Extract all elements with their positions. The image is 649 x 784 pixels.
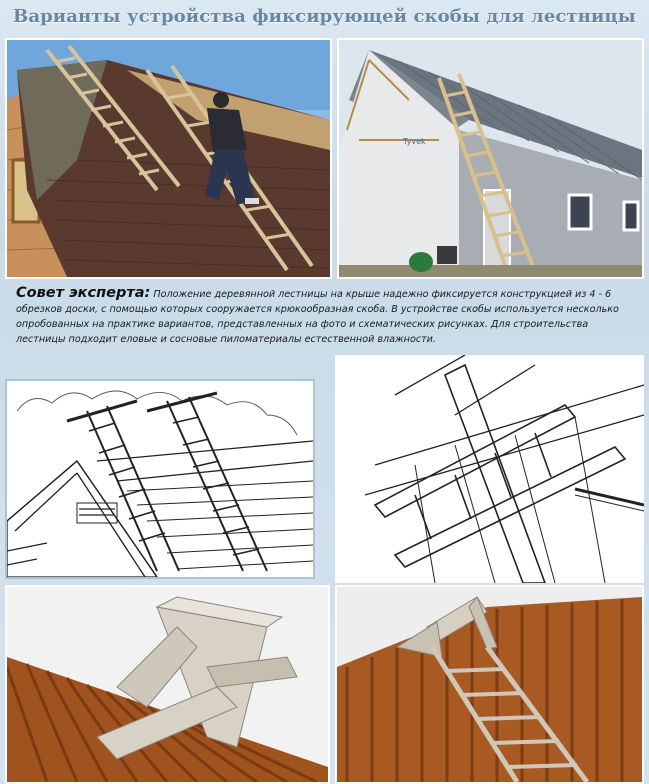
render-ladder-on-roof [335,585,644,784]
page-title: Варианты устройства фиксирующей скобы для лестницы [13,6,636,27]
photo-metal-roof-house-ladder [337,38,644,279]
photo-shingle-roof-ladders [5,38,332,279]
render-hook-bracket-closeup [5,585,330,784]
expert-tip [16,286,640,347]
sketch-roof-ladder-brackets [5,379,315,579]
sketch-ladder-hook-detail [335,355,644,583]
expert-tip-lead: Совет эксперта: [16,285,151,301]
house-wrap-label: Tyvek [403,137,426,146]
expert-tip-text: Положение деревянной лестницы на крыше надежно фиксируется конструкцией из 4 - 6 обрезков доски, с помощью которых сооружается крюкообразная скоба. В устройстве скобы используется несколько опробованных на практике вариантов, представленных на фото и схематических рисунках. Для строительства лестницы подходит еловые и сосновые пиломатериалы естественной влажности. [16,289,619,345]
